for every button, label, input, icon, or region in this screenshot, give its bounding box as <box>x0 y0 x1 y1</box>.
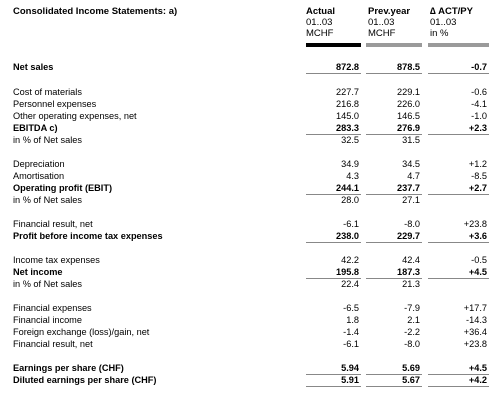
row-label: Net sales <box>13 62 54 72</box>
table-row <box>0 171 500 182</box>
actual-value: 42.2 <box>341 255 359 265</box>
table-row <box>0 195 500 206</box>
table-title: Consolidated Income Statements: a) <box>13 6 178 17</box>
column-unit: in % <box>430 28 449 39</box>
table-row <box>0 375 500 386</box>
column-unit: MCHF <box>306 28 334 39</box>
actual-value: 145.0 <box>336 111 359 121</box>
table-row <box>0 303 500 314</box>
table-row <box>0 99 500 110</box>
column-header-actual <box>306 6 335 39</box>
table-row <box>0 255 500 266</box>
row-label: Net income <box>13 267 63 277</box>
table-row <box>0 111 500 122</box>
actual-value: -6.1 <box>343 339 359 349</box>
prev-year-value: 31.5 <box>402 135 420 145</box>
row-label: Profit before income tax expenses <box>13 231 163 241</box>
delta-value: +4.5 <box>468 363 487 373</box>
column-bar-prev-year <box>366 43 422 47</box>
actual-value: 872.8 <box>336 62 359 72</box>
row-label: Diluted earnings per share (CHF) <box>13 375 157 385</box>
row-divider <box>306 73 361 74</box>
prev-year-value: -8.0 <box>404 339 420 349</box>
column-head: Prev.year <box>368 6 411 17</box>
delta-value: -4.1 <box>471 99 487 109</box>
table-row <box>0 279 500 290</box>
prev-year-value: 2.1 <box>407 315 420 325</box>
row-label: in % of Net sales <box>13 195 82 205</box>
column-bar-delta <box>428 43 489 47</box>
table-row <box>0 62 500 73</box>
row-label: Operating profit (EBIT) <box>13 183 113 193</box>
row-label: Other operating expenses, net <box>13 111 137 121</box>
actual-value: 5.91 <box>341 375 359 385</box>
column-period: 01..03 <box>368 17 395 28</box>
table-row <box>0 219 500 230</box>
column-period: 01..03 <box>430 17 457 28</box>
actual-value: 32.5 <box>341 135 359 145</box>
table-row <box>0 231 500 242</box>
actual-value: 34.9 <box>341 159 359 169</box>
table-row <box>0 123 500 134</box>
actual-value: 28.0 <box>341 195 359 205</box>
delta-value: +4.5 <box>468 267 487 277</box>
delta-value: -0.5 <box>471 255 487 265</box>
table-row <box>0 267 500 278</box>
row-divider <box>306 242 361 243</box>
table-row <box>0 339 500 350</box>
delta-value: +23.8 <box>463 219 487 229</box>
delta-value: +2.3 <box>468 123 487 133</box>
row-label: in % of Net sales <box>13 279 82 289</box>
table-row <box>0 363 500 374</box>
column-header-delta <box>430 6 473 39</box>
actual-value: 216.8 <box>336 99 359 109</box>
delta-value: +23.8 <box>463 339 487 349</box>
row-divider <box>366 386 422 387</box>
prev-year-value: 5.69 <box>402 363 420 373</box>
column-head: ∆ ACT/PY <box>430 6 473 17</box>
row-label: Financial result, net <box>13 339 93 349</box>
table-row <box>0 315 500 326</box>
column-head: Actual <box>306 6 336 17</box>
row-label: Financial result, net <box>13 219 93 229</box>
prev-year-value: 27.1 <box>402 195 420 205</box>
table-row <box>0 183 500 194</box>
row-label: Foreign exchange (loss)/gain, net <box>13 327 150 337</box>
actual-value: 244.1 <box>336 183 359 193</box>
prev-year-value: 4.7 <box>407 171 420 181</box>
row-label: Earnings per share (CHF) <box>13 363 124 373</box>
row-label: Cost of materials <box>13 87 82 97</box>
prev-year-value: 5.67 <box>402 375 420 385</box>
actual-value: 5.94 <box>341 363 359 373</box>
actual-value: -6.5 <box>343 303 359 313</box>
prev-year-value: 42.4 <box>402 255 420 265</box>
delta-value: -14.3 <box>466 315 487 325</box>
row-label: Amortisation <box>13 171 65 181</box>
delta-value: +4.2 <box>468 375 487 385</box>
row-label: Personnel expenses <box>13 99 97 109</box>
actual-value: 195.8 <box>336 267 359 277</box>
row-label: EBITDA c) <box>13 123 58 133</box>
table-row <box>0 159 500 170</box>
prev-year-value: 229.7 <box>397 231 420 241</box>
table-row <box>0 135 500 146</box>
delta-value: -1.0 <box>471 111 487 121</box>
delta-value: +36.4 <box>463 327 487 337</box>
delta-value: -0.7 <box>471 62 487 72</box>
row-label: Depreciation <box>13 159 65 169</box>
actual-value: -1.4 <box>343 327 359 337</box>
prev-year-value: -2.2 <box>404 327 420 337</box>
column-bar-actual <box>306 43 361 47</box>
row-divider <box>366 242 422 243</box>
delta-value: -0.6 <box>471 87 487 97</box>
prev-year-value: 21.3 <box>402 279 420 289</box>
row-divider <box>366 73 422 74</box>
prev-year-value: -8.0 <box>404 219 420 229</box>
actual-value: 283.3 <box>336 123 359 133</box>
prev-year-value: 276.9 <box>397 123 420 133</box>
row-divider <box>428 73 489 74</box>
row-label: Income tax expenses <box>13 255 100 265</box>
actual-value: 227.7 <box>336 87 359 97</box>
table-row <box>0 327 500 338</box>
actual-value: 1.8 <box>346 315 359 325</box>
row-divider <box>428 386 489 387</box>
row-label: Financial income <box>13 315 82 325</box>
delta-value: -8.5 <box>471 171 487 181</box>
row-divider <box>428 242 489 243</box>
actual-value: -6.1 <box>343 219 359 229</box>
column-header-prev-year <box>368 6 410 39</box>
row-label: in % of Net sales <box>13 135 82 145</box>
prev-year-value: 226.0 <box>397 99 420 109</box>
prev-year-value: 34.5 <box>402 159 420 169</box>
actual-value: 4.3 <box>346 171 359 181</box>
delta-value: +2.7 <box>468 183 487 193</box>
delta-value: +3.6 <box>468 231 487 241</box>
column-unit: MCHF <box>368 28 396 39</box>
prev-year-value: -7.9 <box>404 303 420 313</box>
actual-value: 22.4 <box>341 279 359 289</box>
delta-value: +17.7 <box>463 303 487 313</box>
prev-year-value: 229.1 <box>397 87 420 97</box>
column-period: 01..03 <box>306 17 333 28</box>
prev-year-value: 878.5 <box>397 62 420 72</box>
actual-value: 238.0 <box>336 231 359 241</box>
delta-value: +1.2 <box>468 159 487 169</box>
prev-year-value: 146.5 <box>397 111 420 121</box>
table-row <box>0 87 500 98</box>
prev-year-value: 237.7 <box>397 183 420 193</box>
row-divider <box>306 386 361 387</box>
row-label: Financial expenses <box>13 303 92 313</box>
prev-year-value: 187.3 <box>397 267 420 277</box>
